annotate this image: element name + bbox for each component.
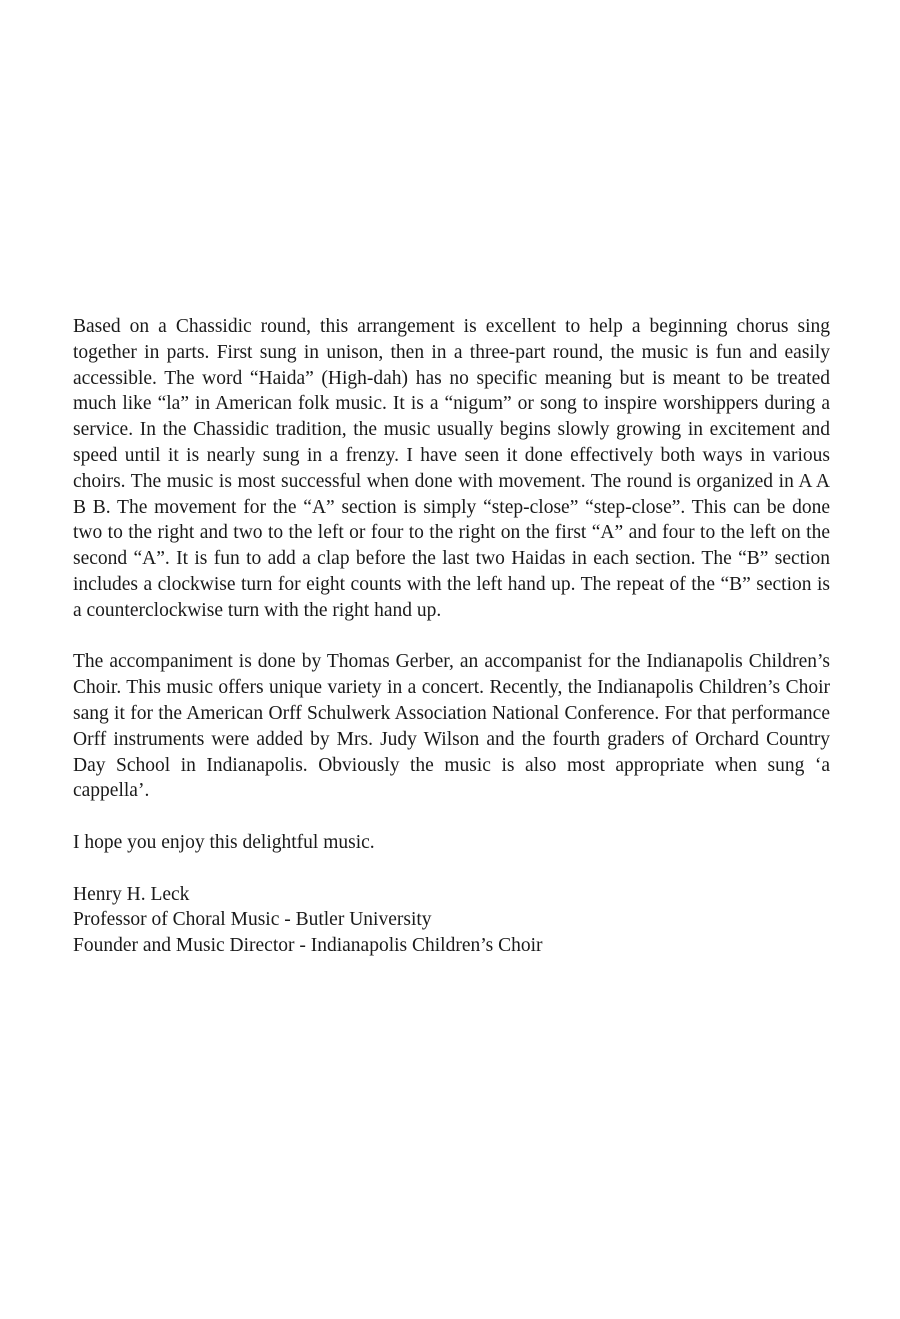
signature-block	[73, 882, 830, 959]
description-paragraph: Based on a Chassidic round, this arrangement is excellent to help a beginning chorus sing together in parts. First sung in unison, then in a three-part round, the music is fun and easily accessible. The word “Haida” (High-dah) has no specific meaning but is meant to be treated much like “la” in American folk music. It is a “nigum” or song to inspire worshippers during a service. In the Chassidic tradition, the music usually begins slowly growing in excitement and speed until it is nearly sung in a frenzy. I have seen it done effectively both ways in various choirs. The music is most successful when done with movement. The round is organized in A A B B. The movement for the “A” section is simply “step-close” “step-close”. This can be done two to the right and two to the left or four to the right on the first “A” and four to the left on the second “A”. It is fun to add a clap before the last two Haidas in each section. The “B” section includes a clockwise turn for eight counts with the left hand up. The repeat of the “B” section is a counterclockwise turn with the right hand up.	[73, 316, 830, 621]
closing-line: I hope you enjoy this delightful music.	[73, 831, 375, 853]
accompaniment-paragraph: The accompaniment is done by Thomas Gerber, an accompanist for the Indianapolis Children’s Choir. This music offers unique variety in a concert. Recently, the Indianapolis Children’s Choir sang it for the American Orff Schulwerk Association National Conference. For that performance Orff instruments were added by Mrs. Judy Wilson and the fourth graders of Orchard Country Day School in Indianapolis. Obviously the music is also most appropriate when sung ‘a cappella’.	[73, 651, 830, 802]
page-body	[73, 314, 830, 959]
author-title-professor: Professor of Choral Music - Butler University	[73, 909, 432, 931]
author-name: Henry H. Leck	[73, 883, 190, 905]
author-title-director: Founder and Music Director - Indianapolis Children’s Choir	[73, 935, 543, 957]
